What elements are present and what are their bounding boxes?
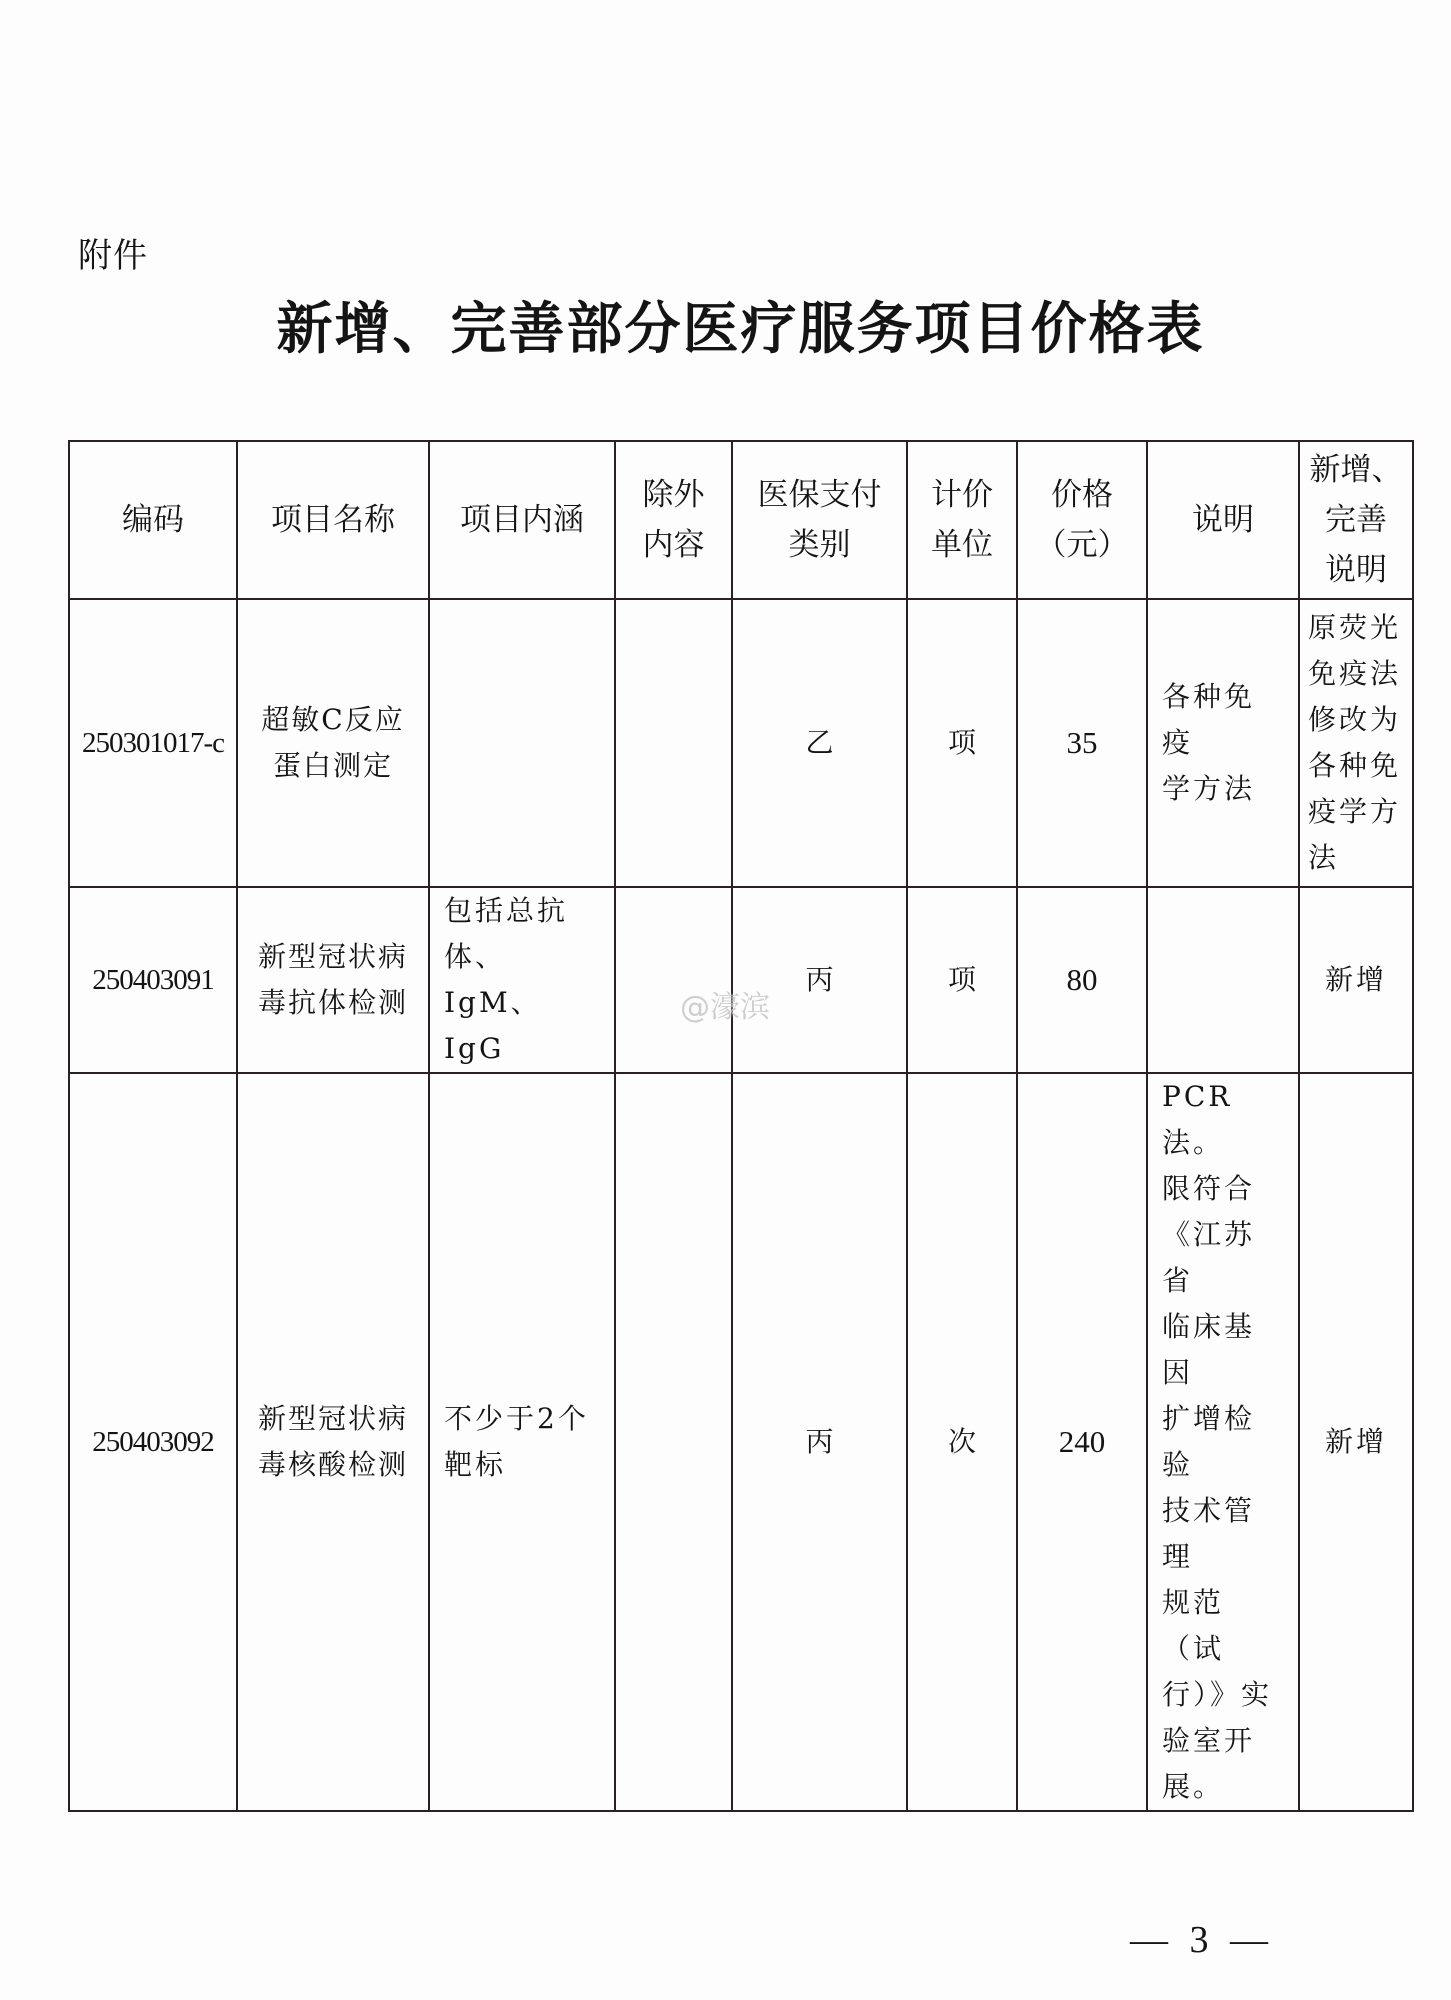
header-exclusions xyxy=(615,441,732,599)
text-line: 新型冠状病 xyxy=(257,940,408,973)
text-line: 蛋白测定 xyxy=(272,749,393,782)
header-pricing-unit xyxy=(907,441,1017,599)
text-line: 法 xyxy=(1308,841,1340,874)
header-label: 项目内涵 xyxy=(460,502,584,538)
cell-exclusions xyxy=(615,887,732,1073)
header-label: 计价 xyxy=(931,477,993,513)
text-line: 展。 xyxy=(1162,1770,1225,1803)
text-line: 各种免疫 xyxy=(1162,680,1256,759)
header-change-note xyxy=(1299,441,1413,599)
text-line: 扩增检验 xyxy=(1162,1402,1256,1481)
text-line: PCR法。 xyxy=(1162,1080,1233,1159)
text-line: 体、IgM、 xyxy=(444,940,542,1019)
cell-code: 250403092 xyxy=(69,1073,237,1811)
cell-insurance-category: 丙 xyxy=(732,1073,907,1811)
header-label: 完善 xyxy=(1325,502,1387,538)
text-line: 原荧光 xyxy=(1308,611,1402,644)
text-line: 技术管理 xyxy=(1162,1494,1256,1573)
header-label: 编码 xyxy=(122,502,184,538)
header-label: 内容 xyxy=(642,527,705,563)
text-line: 学方法 xyxy=(1162,772,1256,805)
text-line: 包括总抗 xyxy=(444,894,569,927)
cell-note xyxy=(1147,599,1299,887)
text-line: 新型冠状病 xyxy=(257,1402,408,1435)
text-line: 靶标 xyxy=(444,1448,507,1481)
table-row xyxy=(69,887,1413,1073)
text-line: 临床基因 xyxy=(1162,1310,1256,1389)
document-title: 新增、完善部分医疗服务项目价格表 xyxy=(276,296,1205,362)
header-note xyxy=(1147,441,1299,599)
cell-exclusions xyxy=(615,599,732,887)
cell-pricing-unit: 项 xyxy=(907,887,1017,1073)
header-label: 类别 xyxy=(788,527,851,563)
text-line: 《江苏省 xyxy=(1162,1218,1256,1297)
header-label: 说明 xyxy=(1192,502,1254,538)
text-line: 毒抗体检测 xyxy=(257,986,408,1019)
cell-note xyxy=(1147,1073,1299,1811)
cell-item-content xyxy=(429,599,615,887)
cell-change-note: 新增 xyxy=(1299,1073,1413,1811)
header-label: 说明 xyxy=(1325,552,1387,588)
text-line: 限符合 xyxy=(1162,1172,1256,1205)
text-line: 不少于2个 xyxy=(444,1402,589,1435)
cell-item-name xyxy=(237,1073,429,1811)
text-line: 行）》实 xyxy=(1162,1678,1273,1711)
header-price xyxy=(1017,441,1147,599)
header-label: 除外 xyxy=(642,477,705,513)
header-label: 医保支付 xyxy=(757,477,882,513)
cell-item-content xyxy=(429,1073,615,1811)
cell-change-note xyxy=(1299,599,1413,887)
text-line: 修改为 xyxy=(1308,703,1402,736)
header-code xyxy=(69,441,237,599)
header-label: 单位 xyxy=(931,527,993,563)
cell-note xyxy=(1147,887,1299,1073)
cell-pricing-unit: 次 xyxy=(907,1073,1017,1811)
cell-code: 250301017-c xyxy=(69,599,237,887)
cell-price: 80 xyxy=(1017,887,1147,1073)
cell-item-name xyxy=(237,599,429,887)
text-line: 疫学方 xyxy=(1308,795,1402,828)
cell-price: 240 xyxy=(1017,1073,1147,1811)
header-item-name xyxy=(237,441,429,599)
text-line: 超敏C反应 xyxy=(261,703,405,736)
cell-price: 35 xyxy=(1017,599,1147,887)
header-label: 新增、 xyxy=(1309,452,1403,488)
cell-change-note: 新增 xyxy=(1299,887,1413,1073)
header-label: 价格 xyxy=(1051,477,1113,513)
text-line: 毒核酸检测 xyxy=(257,1448,408,1481)
header-insurance-category xyxy=(732,441,907,599)
header-item-content xyxy=(429,441,615,599)
text-line: IgG xyxy=(444,1032,505,1065)
cell-exclusions xyxy=(615,1073,732,1811)
page-number: — 3 — xyxy=(1130,1919,1274,1961)
attachment-label: 附件 xyxy=(78,236,148,276)
text-line: 验室开 xyxy=(1162,1724,1256,1757)
table-header-row xyxy=(69,441,1413,599)
cell-pricing-unit: 项 xyxy=(907,599,1017,887)
text-line: 各种免 xyxy=(1308,749,1402,782)
cell-item-content xyxy=(429,887,615,1073)
header-label: （元） xyxy=(1035,527,1129,563)
text-line: 免疫法 xyxy=(1308,657,1402,690)
table-row xyxy=(69,1073,1413,1811)
cell-insurance-category: 丙 xyxy=(732,887,907,1073)
watermark: @濠滨 xyxy=(680,990,770,1025)
cell-item-name xyxy=(237,887,429,1073)
header-label: 项目名称 xyxy=(271,502,395,538)
cell-code: 250403091 xyxy=(69,887,237,1073)
text-line: 规范（试 xyxy=(1162,1586,1225,1665)
price-table xyxy=(68,440,1414,1812)
cell-insurance-category: 乙 xyxy=(732,599,907,887)
table-row xyxy=(69,599,1413,887)
